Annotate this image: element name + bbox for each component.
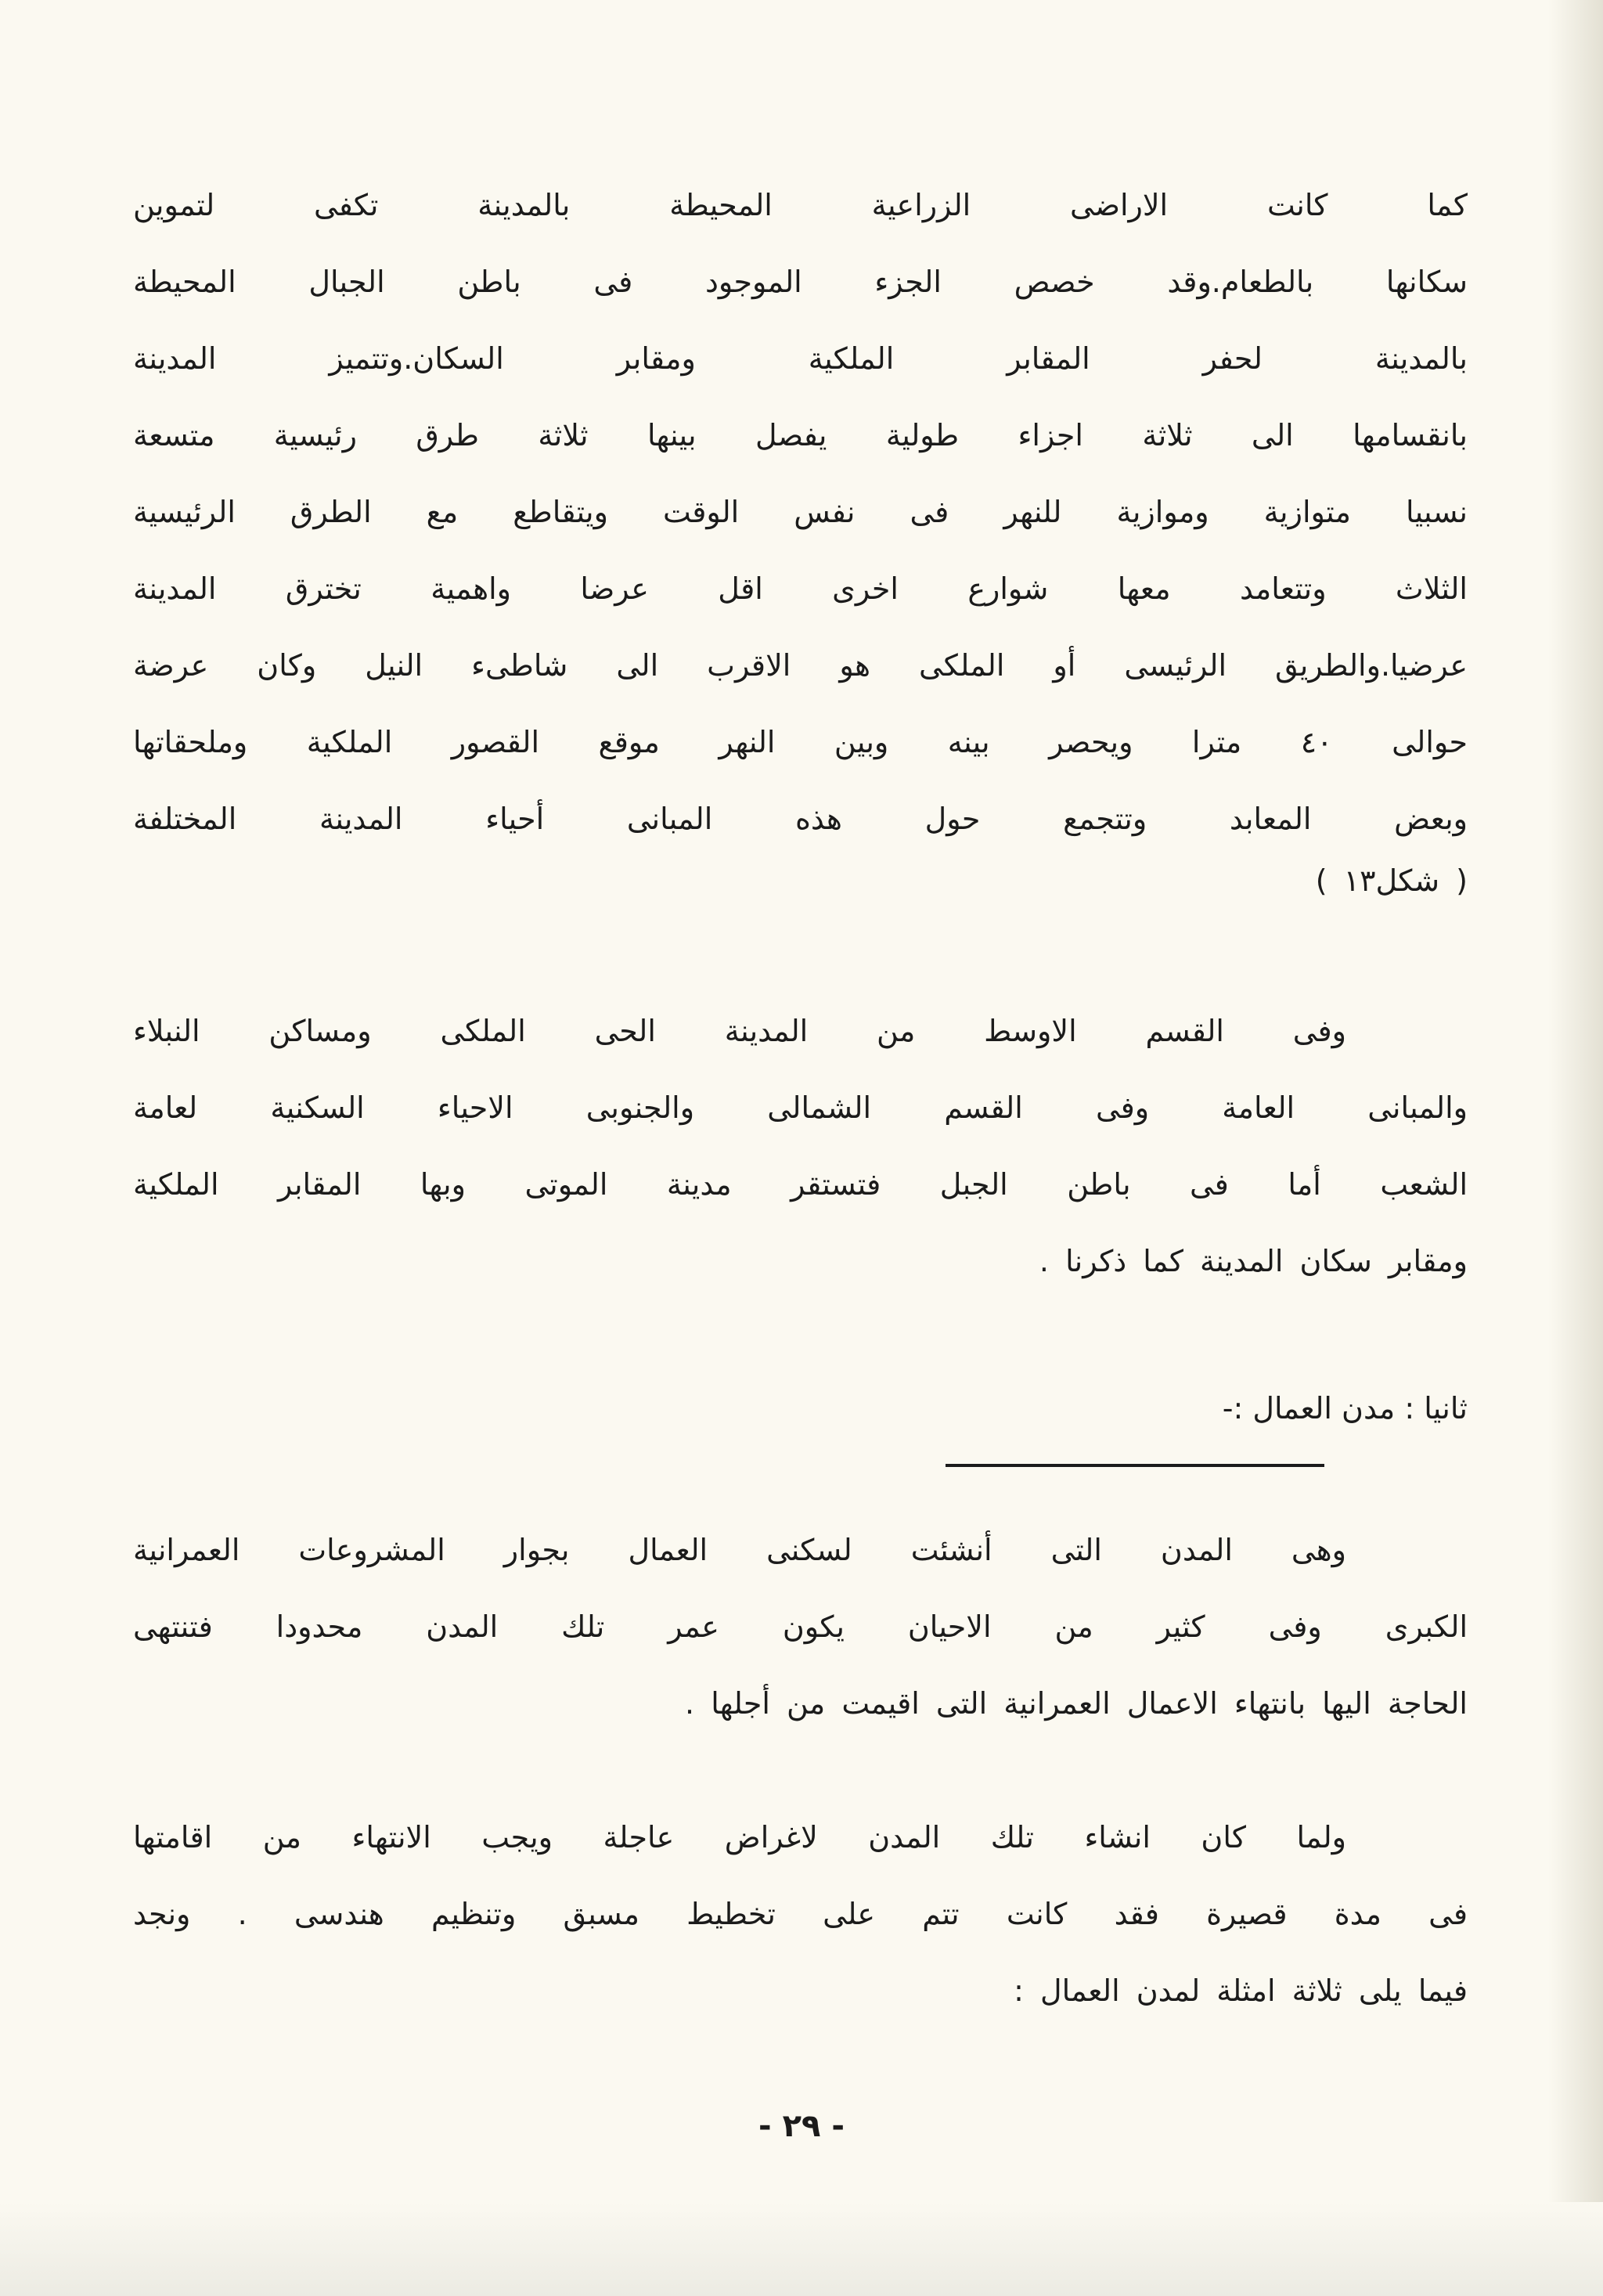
text-line: الكبرى وفى كثير من الاحيان يكون عمر تلك المدن محدودا فتنتهى: [133, 1609, 1468, 1644]
text-line: بالمدينة لحفر المقابر الملكية ومقابر السكان.وتتميز المدينة: [133, 341, 1468, 376]
figure-reference: ( شكل١٣ ): [1315, 863, 1468, 898]
text-line: الشعب أما فى باطن الجبل فتستقر مدينة الموتى وبها المقابر الملكية: [133, 1167, 1468, 1202]
section-heading: ثانيا : مدن العمال :-: [1222, 1391, 1468, 1426]
text-line: ومقابر سكان المدينة كما ذكرنا .: [1039, 1244, 1468, 1278]
paragraph-1: [133, 167, 1468, 904]
text-line: نسبيا متوازية وموازية للنهر فى نفس الوقت ويتقاطع مع الطرق الرئيسية: [133, 495, 1468, 529]
text-line: ولما كان انشاء تلك المدن لاغراض عاجلة ويجب الانتهاء من اقامتها: [133, 1820, 1346, 1854]
scan-shadow-bottom: [0, 2202, 1603, 2296]
scan-shadow-right: [1548, 0, 1603, 2296]
text-line: كما كانت الاراضى الزراعية المحيطة بالمدينة تكفى لتموين: [133, 188, 1468, 222]
text-line: الحاجة اليها بانتهاء الاعمال العمرانية التى اقيمت من أجلها .: [685, 1686, 1468, 1721]
heading-underline: [946, 1464, 1324, 1467]
text-line: وبعض المعابد وتتجمع حول هذه المبانى أحياء المدينة المختلفة: [133, 802, 1468, 836]
page-number: - ٢٩ -: [758, 2108, 845, 2144]
text-line: بانقسامها الى ثلاثة اجزاء طولية يفصل بينها ثلاثة طرق رئيسية متسعة: [133, 418, 1468, 452]
text-line: فيما يلى ثلاثة امثلة لمدن العمال :: [1014, 1973, 1468, 2008]
paragraph-4: [133, 1799, 1468, 2029]
text-line: الثلاث وتتعامد معها شوارع اخرى اقل عرضا واهمية تخترق المدينة: [133, 571, 1468, 606]
text-line: فى مدة قصيرة فقد كانت تتم على تخطيط مسبق وتنظيم هندسى . ونجد: [133, 1897, 1468, 1931]
text-line: والمبانى العامة وفى القسم الشمالى والجنوبى الاحياء السكنية لعامة: [133, 1090, 1468, 1125]
paragraph-2: [133, 993, 1468, 1299]
text-line: وهى المدن التى أنشئت لسكنى العمال بجوار المشروعات العمرانية: [133, 1533, 1346, 1567]
paragraph-3: [133, 1512, 1468, 1742]
text-line: سكانها بالطعام.وقد خصص الجزء الموجود فى باطن الجبال المحيطة: [133, 265, 1468, 299]
text-line: عرضيا.والطريق الرئيسى أو الملكى هو الاقرب الى شاطىء النيل وكان عرضة: [133, 648, 1468, 683]
text-line: حوالى ٤٠ مترا ويحصر بينه وبين النهر موقع القصور الملكية وملحقاتها: [133, 725, 1468, 759]
text-line: وفى القسم الاوسط من المدينة الحى الملكى ومساكن النبلاء: [133, 1014, 1346, 1048]
